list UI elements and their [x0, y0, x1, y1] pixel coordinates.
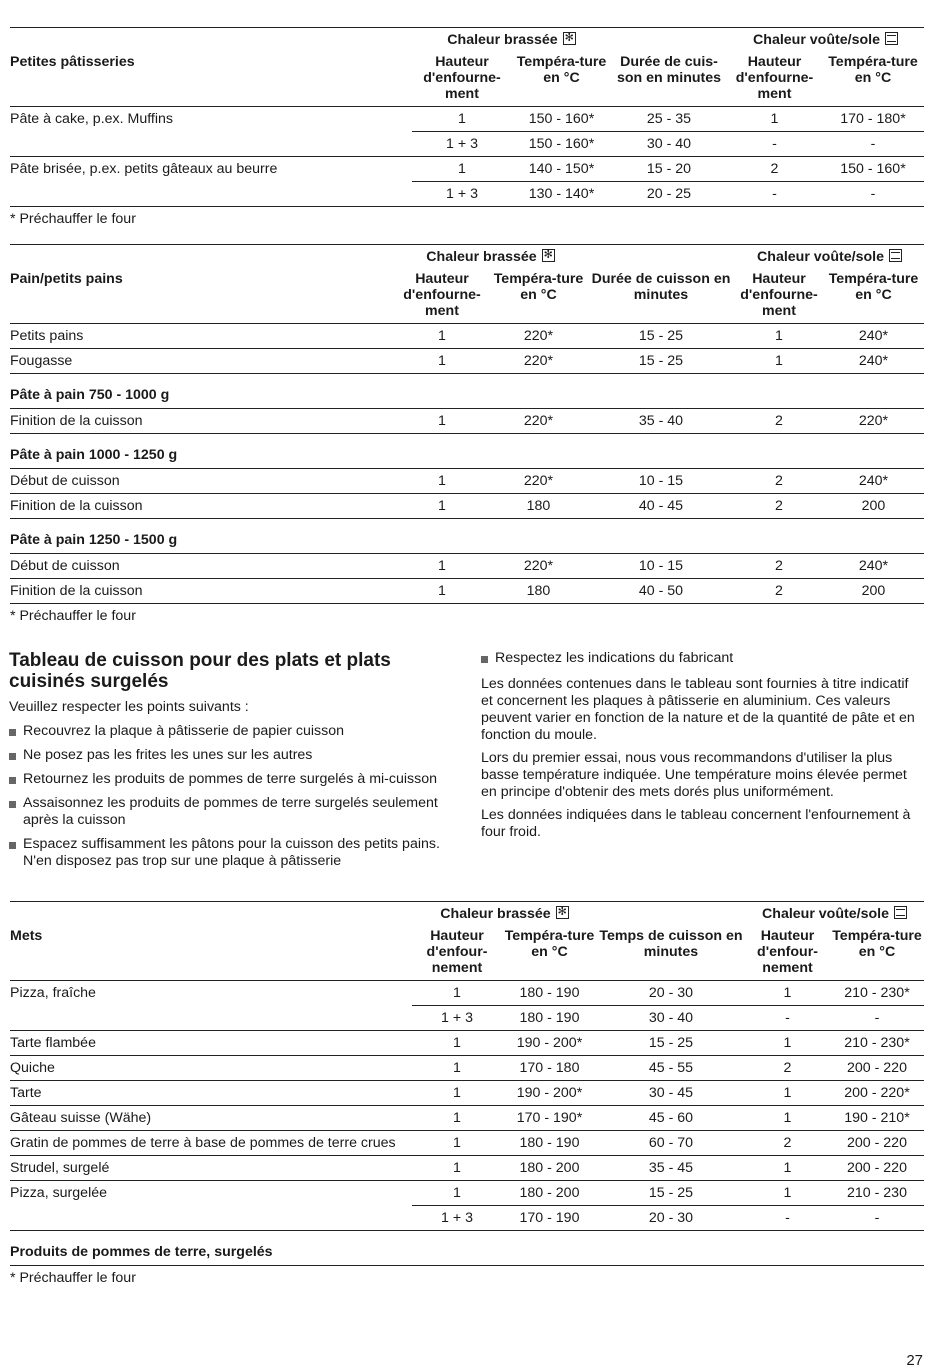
table-cell: 150 - 160*: [822, 156, 924, 181]
table-cell: 150 - 160*: [512, 106, 611, 131]
group-header-fan: Chaleur brassée✻: [412, 902, 597, 928]
table-cell: 1: [412, 1130, 502, 1155]
table-cell: -: [830, 1005, 924, 1030]
column-header: Hauteur d'enfourne-ment: [740, 270, 818, 319]
table-cell: 15 - 25: [587, 348, 735, 373]
table-cell: 20 - 30: [597, 980, 745, 1005]
table-cell: 15 - 25: [597, 1030, 745, 1055]
table-cell: 210 - 230: [830, 1180, 924, 1205]
table-cell: 2: [735, 468, 823, 493]
top-bottom-heat-icon: [894, 906, 907, 919]
table-cell: 1: [394, 323, 490, 348]
table-cell: 190 - 200*: [502, 1030, 597, 1055]
table-cell: 30 - 45: [597, 1080, 745, 1105]
table-cell: -: [830, 1205, 924, 1230]
group-header-fan: Chaleur brassée✻: [412, 28, 611, 54]
table-row: [10, 493, 924, 518]
table-cell: 35 - 40: [587, 408, 735, 433]
table-cell: 1: [394, 493, 490, 518]
top-bottom-heat-icon: [885, 32, 898, 45]
fan-icon: [542, 249, 555, 262]
table-cell: 200: [823, 493, 924, 518]
table-cell: 25 - 35: [611, 106, 727, 131]
table-cell: 2: [735, 493, 823, 518]
table-cell: -: [822, 181, 924, 206]
row-label: Gratin de pommes de terre à base de pommes de terre crues: [10, 1130, 412, 1155]
table-row: [10, 323, 924, 348]
table-cell: 40 - 50: [587, 578, 735, 603]
subsection-header: Produits de pommes de terre, surgelés: [10, 1230, 924, 1265]
table-cell: 1: [412, 1155, 502, 1180]
table-cell: 35 - 45: [597, 1155, 745, 1180]
row-label: Pizza, surgelée: [10, 1180, 412, 1205]
table-cell: 200 - 220: [830, 1055, 924, 1080]
footnote: * Préchauffer le four: [10, 603, 924, 624]
row-label: Quiche: [10, 1055, 412, 1080]
table-cell: 170 - 180: [502, 1055, 597, 1080]
section-left-column: [9, 650, 449, 877]
row-label: Début de cuisson: [10, 553, 394, 578]
table-row: [10, 131, 924, 156]
table-cell: 20 - 25: [611, 181, 727, 206]
row-label: Pâte à cake, p.ex. Muffins: [10, 106, 412, 131]
group-header-top-bottom: Chaleur voûte/sole: [727, 28, 924, 54]
column-header: Hauteur d'enfourne-ment: [423, 53, 501, 102]
table-cell: 60 - 70: [597, 1130, 745, 1155]
table-cell: 1: [745, 1180, 830, 1205]
table-cell: 200 - 220: [830, 1155, 924, 1180]
table-row: [10, 1155, 924, 1180]
table-cell: 180 - 200: [502, 1180, 597, 1205]
table-cell: 1 + 3: [412, 181, 512, 206]
table-cell: 210 - 230*: [830, 1030, 924, 1055]
list-item: Respectez les indications du fabricant: [481, 650, 918, 667]
table-cell: -: [822, 131, 924, 156]
table-bread: [10, 244, 924, 624]
table-row: [10, 181, 924, 206]
column-header: Tempéra-ture en °C: [504, 927, 595, 960]
group-header-top-bottom: Chaleur voûte/sole: [745, 902, 924, 928]
table-cell: 170 - 190: [502, 1205, 597, 1230]
table-row: [10, 408, 924, 433]
list-item: Retournez les produits de pommes de terre surgelés à mi-cuisson: [9, 771, 449, 788]
table-cell: 1: [735, 348, 823, 373]
table-cell: 30 - 40: [611, 131, 727, 156]
table-cell: 170 - 190*: [502, 1105, 597, 1130]
row-label: Petits pains: [10, 323, 394, 348]
table-cell: 220*: [823, 408, 924, 433]
section-right-column: [481, 650, 918, 841]
table-cell: 2: [735, 578, 823, 603]
table-cell: 45 - 60: [597, 1105, 745, 1130]
row-label: Tarte: [10, 1080, 412, 1105]
table-cell: 30 - 40: [597, 1005, 745, 1030]
table-cell: 200: [823, 578, 924, 603]
row-label: [10, 131, 412, 156]
table-cell: 200 - 220: [830, 1130, 924, 1155]
table-cell: 180 - 200: [502, 1155, 597, 1180]
top-bottom-heat-icon: [889, 249, 902, 262]
table-cell: 1: [412, 1105, 502, 1130]
table-cell: 2: [745, 1055, 830, 1080]
table-row: [10, 1080, 924, 1105]
table-cell: 2: [745, 1130, 830, 1155]
table-cell: 15 - 25: [597, 1180, 745, 1205]
row-label: [10, 1205, 412, 1230]
intro-text: Veuillez respecter les points suivants :: [9, 699, 249, 715]
column-header: Tempéra-ture en °C: [828, 53, 918, 86]
table-cell: 1: [394, 468, 490, 493]
table-cell: 220*: [490, 553, 587, 578]
table-cell: 140 - 150*: [512, 156, 611, 181]
table-cell: -: [745, 1005, 830, 1030]
list-item: Espacez suffisamment les pâtons pour la cuisson des petits pains. N'en disposez pas trop sur une plaque à pâtisserie: [9, 836, 449, 870]
row-label: Pizza, fraîche: [10, 980, 412, 1005]
table-row: [10, 1130, 924, 1155]
list-item: Assaisonnez les produits de pommes de terre surgelés seulement après la cuisson: [9, 795, 449, 829]
table-cell: 1: [394, 348, 490, 373]
table-small-pastries: [10, 27, 924, 227]
table-cell: 240*: [823, 468, 924, 493]
column-header: Pain/petits pains: [10, 270, 123, 287]
table-cell: 2: [735, 553, 823, 578]
table-cell: 1 + 3: [412, 1205, 502, 1230]
column-header: Durée de cuis-son en minutes: [616, 53, 722, 86]
table-cell: 180 - 190: [502, 980, 597, 1005]
table-cell: 220*: [490, 348, 587, 373]
table-cell: 15 - 25: [587, 323, 735, 348]
table-cell: 1 + 3: [412, 131, 512, 156]
table-cell: 220*: [490, 468, 587, 493]
table-cell: 1: [412, 980, 502, 1005]
table-cell: 15 - 20: [611, 156, 727, 181]
table-cell: 1: [412, 156, 512, 181]
table-cell: 1: [745, 980, 830, 1005]
row-label: Pâte brisée, p.ex. petits gâteaux au beurre: [10, 156, 412, 181]
table-row: [10, 578, 924, 603]
table-cell: 130 - 140*: [512, 181, 611, 206]
table-cell: -: [745, 1205, 830, 1230]
list-item: Recouvrez la plaque à pâtisserie de papier cuisson: [9, 723, 449, 740]
table-row: [10, 1180, 924, 1205]
table-cell: 1: [745, 1080, 830, 1105]
column-header: Tempéra-ture en °C: [516, 53, 607, 86]
table-row: [10, 1105, 924, 1130]
table-row: [10, 1055, 924, 1080]
row-label: [10, 1005, 412, 1030]
row-label: Tarte flambée: [10, 1030, 412, 1055]
table-cell: 170 - 180*: [822, 106, 924, 131]
table-cell: 45 - 55: [597, 1055, 745, 1080]
column-header: Petites pâtisseries: [10, 53, 135, 70]
paragraph: Les données contenues dans le tableau sont fournies à titre indicatif et concernent les plaques à pâtisserie en aluminium. Ces valeurs peuvent varier en fonction de la nature et de la quantité de pâte et en fonction du moule.: [481, 676, 915, 743]
row-label: Strudel, surgelé: [10, 1155, 412, 1180]
table-cell: 200 - 220*: [830, 1080, 924, 1105]
footnote: * Préchauffer le four: [10, 1265, 924, 1286]
subsection-header: Pâte à pain 1250 - 1500 g: [10, 518, 924, 553]
subsection-header: Pâte à pain 1000 - 1250 g: [10, 433, 924, 468]
table-cell: 210 - 230*: [830, 980, 924, 1005]
table-dishes: [10, 901, 924, 1286]
row-label: Finition de la cuisson: [10, 493, 394, 518]
table-cell: 1: [412, 106, 512, 131]
section-title: Tableau de cuisson pour des plats et plats cuisinés surgelés: [9, 650, 391, 692]
table-cell: 150 - 160*: [512, 131, 611, 156]
table-cell: 10 - 15: [587, 468, 735, 493]
table-cell: 240*: [823, 323, 924, 348]
table-cell: 190 - 210*: [830, 1105, 924, 1130]
column-header: Tempéra-ture en °C: [832, 927, 922, 960]
table-cell: 220*: [490, 408, 587, 433]
table-cell: 2: [735, 408, 823, 433]
table-cell: -: [727, 131, 822, 156]
column-header: Hauteur d'enfour-nement: [426, 927, 488, 976]
table-cell: 240*: [823, 348, 924, 373]
table-cell: 180 - 190: [502, 1005, 597, 1030]
table-cell: 180: [490, 493, 587, 518]
table-cell: 40 - 45: [587, 493, 735, 518]
table-cell: 20 - 30: [597, 1205, 745, 1230]
table-cell: 1: [412, 1055, 502, 1080]
column-header: Hauteur d'enfour-nement: [757, 927, 818, 976]
row-label: Fougasse: [10, 348, 394, 373]
column-header: Tempéra-ture en °C: [828, 270, 919, 303]
table-cell: 10 - 15: [587, 553, 735, 578]
fan-icon: [563, 32, 576, 45]
table-cell: 180 - 190: [502, 1130, 597, 1155]
table-cell: 1: [412, 1030, 502, 1055]
column-header: Hauteur d'enfourne-ment: [403, 270, 481, 319]
table-row: [10, 468, 924, 493]
table-cell: 220*: [490, 323, 587, 348]
table-cell: 1: [412, 1180, 502, 1205]
row-label: [10, 181, 412, 206]
paragraph: Les données indiquées dans le tableau concernent l'enfournement à four froid.: [481, 807, 911, 840]
table-cell: 1: [412, 1080, 502, 1105]
table-row: [10, 106, 924, 131]
page-number: 27: [906, 1352, 923, 1369]
column-header: Tempéra-ture en °C: [493, 270, 584, 303]
table-cell: 1: [745, 1155, 830, 1180]
column-header: Hauteur d'enfourne-ment: [735, 53, 814, 102]
table-cell: 1: [394, 578, 490, 603]
table-cell: 1: [745, 1105, 830, 1130]
table-cell: 1 + 3: [412, 1005, 502, 1030]
table-cell: 1: [727, 106, 822, 131]
paragraph: Lors du premier essai, nous vous recommandons d'utiliser la plus basse température indiquée. Une température moins élevée permet en principe d'obtenir des mets dorés plus uniformément.: [481, 750, 907, 800]
table-cell: 240*: [823, 553, 924, 578]
group-header-top-bottom: Chaleur voûte/sole: [735, 245, 924, 271]
tips-list: [9, 723, 449, 870]
row-label: Gâteau suisse (Wähe): [10, 1105, 412, 1130]
table-cell: 1: [394, 408, 490, 433]
row-label: Finition de la cuisson: [10, 578, 394, 603]
table-cell: 190 - 200*: [502, 1080, 597, 1105]
table-row: [10, 1205, 924, 1230]
table-cell: 2: [727, 156, 822, 181]
fan-icon: [556, 906, 569, 919]
table-row: [10, 980, 924, 1005]
group-header-fan: Chaleur brassée✻: [394, 245, 587, 271]
table-cell: 1: [745, 1030, 830, 1055]
table-row: [10, 156, 924, 181]
subsection-header: Pâte à pain 750 - 1000 g: [10, 373, 924, 408]
column-header: Temps de cuisson en minutes: [599, 927, 743, 960]
table-cell: 1: [394, 553, 490, 578]
table-row: [10, 348, 924, 373]
table-row: [10, 553, 924, 578]
list-item: Ne posez pas les frites les unes sur les autres: [9, 747, 449, 764]
row-label: Début de cuisson: [10, 468, 394, 493]
table-cell: 180: [490, 578, 587, 603]
table-cell: 1: [735, 323, 823, 348]
table-row: [10, 1005, 924, 1030]
table-cell: -: [727, 181, 822, 206]
footnote: * Préchauffer le four: [10, 206, 924, 227]
column-header: Mets: [10, 927, 43, 944]
column-header: Durée de cuisson en minutes: [591, 270, 731, 303]
row-label: Finition de la cuisson: [10, 408, 394, 433]
table-row: [10, 1030, 924, 1055]
